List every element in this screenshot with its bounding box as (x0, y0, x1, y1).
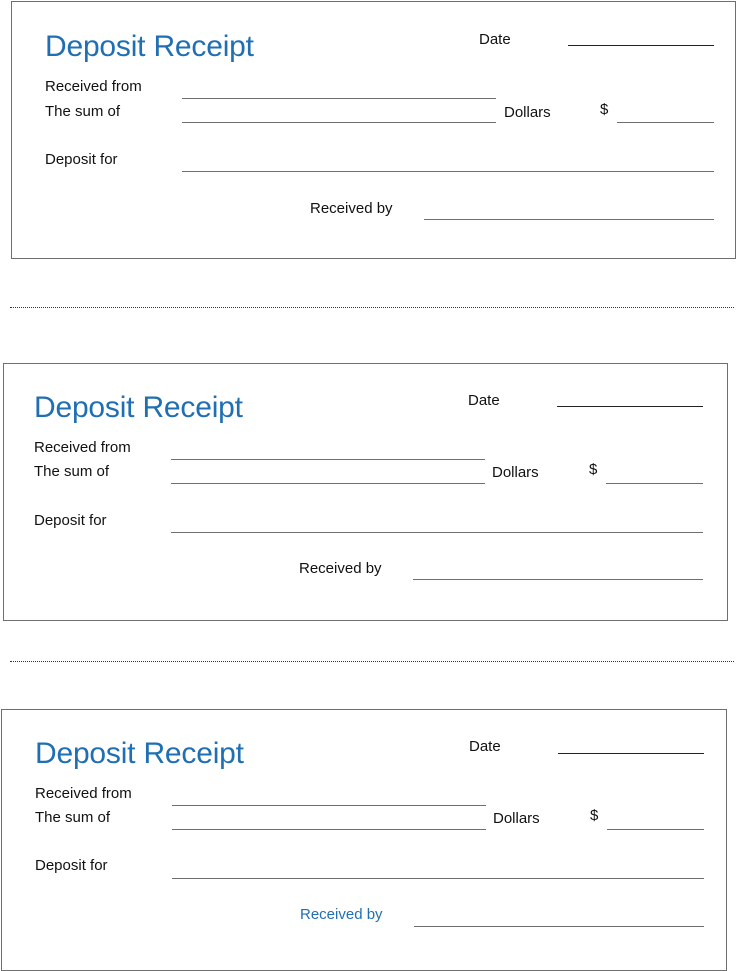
deposit-for-label: Deposit for (34, 512, 107, 529)
received-by-label: Received by (300, 906, 383, 923)
sum-label: The sum of (35, 809, 111, 826)
deposit-receipt-3 (1, 709, 727, 971)
currency-symbol: $ (590, 807, 599, 824)
received-by-field-line[interactable] (424, 219, 714, 220)
received-from-field-line[interactable] (171, 459, 485, 460)
received-by-field-line[interactable] (413, 579, 703, 580)
currency-symbol: $ (600, 101, 609, 118)
deposit-for-label: Deposit for (35, 857, 108, 874)
deposit-for-field-line[interactable] (182, 171, 714, 172)
date-field-line[interactable] (568, 45, 714, 46)
currency-symbol: $ (589, 461, 598, 478)
sum-field-line[interactable] (171, 483, 485, 484)
sum-label: The sum of (45, 103, 121, 120)
dollars-label: Dollars (493, 810, 540, 827)
received-from-label: Received from (34, 439, 131, 456)
receipt-title: Deposit Receipt (45, 30, 254, 63)
receipt-title: Deposit Receipt (35, 737, 244, 770)
received-by-label: Received by (299, 560, 382, 577)
deposit-for-label: Deposit for (45, 151, 118, 168)
received-by-field-line[interactable] (414, 926, 704, 927)
received-from-field-line[interactable] (172, 805, 486, 806)
received-from-field-line[interactable] (182, 98, 496, 99)
date-field-line[interactable] (558, 753, 704, 754)
deposit-for-field-line[interactable] (172, 878, 704, 879)
deposit-for-field-line[interactable] (171, 532, 703, 533)
cut-line-1 (10, 307, 734, 308)
received-by-label: Received by (310, 200, 393, 217)
amount-field-line[interactable] (617, 122, 714, 123)
deposit-receipt-1 (11, 1, 736, 259)
dollars-label: Dollars (504, 104, 551, 121)
received-from-label: Received from (45, 78, 142, 95)
received-from-label: Received from (35, 785, 132, 802)
date-field-line[interactable] (557, 406, 703, 407)
date-label: Date (479, 31, 511, 48)
sum-field-line[interactable] (182, 122, 496, 123)
date-label: Date (469, 738, 501, 755)
date-label: Date (468, 392, 500, 409)
dollars-label: Dollars (492, 464, 539, 481)
amount-field-line[interactable] (606, 483, 703, 484)
amount-field-line[interactable] (607, 829, 704, 830)
sum-label: The sum of (34, 463, 110, 480)
deposit-receipt-2 (3, 363, 728, 621)
receipt-title: Deposit Receipt (34, 391, 243, 424)
sum-field-line[interactable] (172, 829, 486, 830)
cut-line-2 (10, 661, 734, 662)
